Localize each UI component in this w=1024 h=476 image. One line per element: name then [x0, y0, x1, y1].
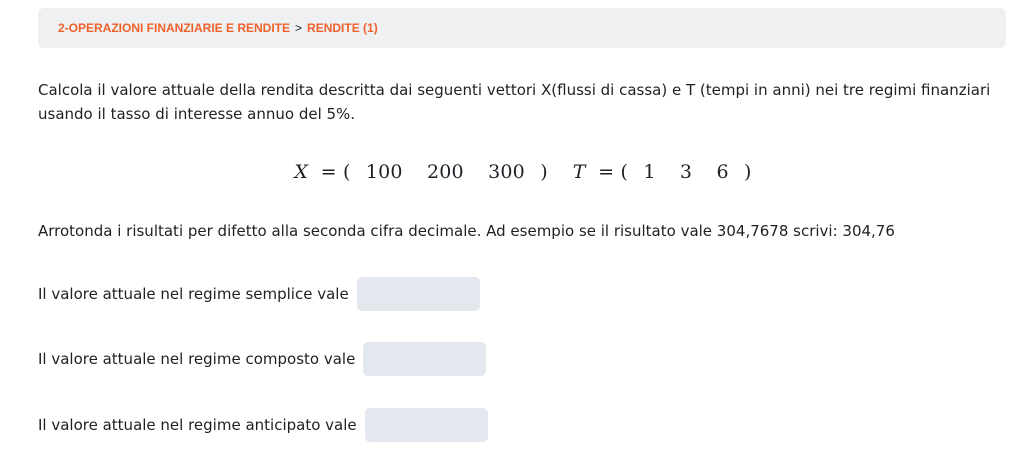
formula-paren: ) — [744, 161, 752, 183]
formula — [38, 160, 1008, 184]
breadcrumb — [38, 8, 1006, 48]
answer-label-anticipated: Il valore attuale nel regime anticipato vale — [38, 416, 357, 434]
answer-input-anticipated[interactable] — [365, 408, 488, 442]
answer-label-compound: Il valore attuale nel regime composto vale — [38, 350, 356, 368]
formula-t-value: 6 — [716, 161, 729, 183]
answer-label-simple: Il valore attuale nel regime semplice vale — [38, 285, 349, 303]
answer-input-simple[interactable] — [357, 277, 480, 311]
formula-paren: ) — [540, 161, 567, 183]
breadcrumb-separator: > — [295, 21, 303, 35]
formula-x-label: X — [294, 161, 309, 183]
breadcrumb-parent-link[interactable]: 2-OPERAZIONI FINANZIARIE E RENDITE — [58, 21, 291, 35]
answer-row-compound — [38, 342, 486, 376]
answer-input-compound[interactable] — [363, 342, 486, 376]
formula-x-value: 200 — [426, 161, 464, 183]
formula-t-label: T — [572, 161, 586, 183]
question-content — [38, 78, 1008, 434]
formula-equals: = ( — [591, 161, 629, 183]
formula-x-value: 300 — [488, 161, 525, 183]
answer-row-anticipated — [38, 408, 488, 442]
formula-t-value: 1 — [643, 161, 656, 183]
question-text: Calcola il valore attuale della rendita descritta dai seguenti vettori X(flussi di cassa) e T (tempi in anni) nei tre regimi finanziari usando il tasso di interesse annuo del 5%. — [38, 81, 991, 123]
breadcrumb-current-link[interactable]: RENDITE (1) — [307, 21, 378, 35]
rounding-instructions: Arrotonda i risultati per difetto alla seconda cifra decimale. Ad esempio se il risultato vale 304,7678 scrivi: 304,76 — [38, 222, 895, 240]
formula-x-value: 100 — [365, 161, 403, 183]
formula-t-value: 3 — [679, 161, 693, 183]
answer-row-simple — [38, 277, 480, 311]
formula-equals: = ( — [314, 161, 351, 183]
